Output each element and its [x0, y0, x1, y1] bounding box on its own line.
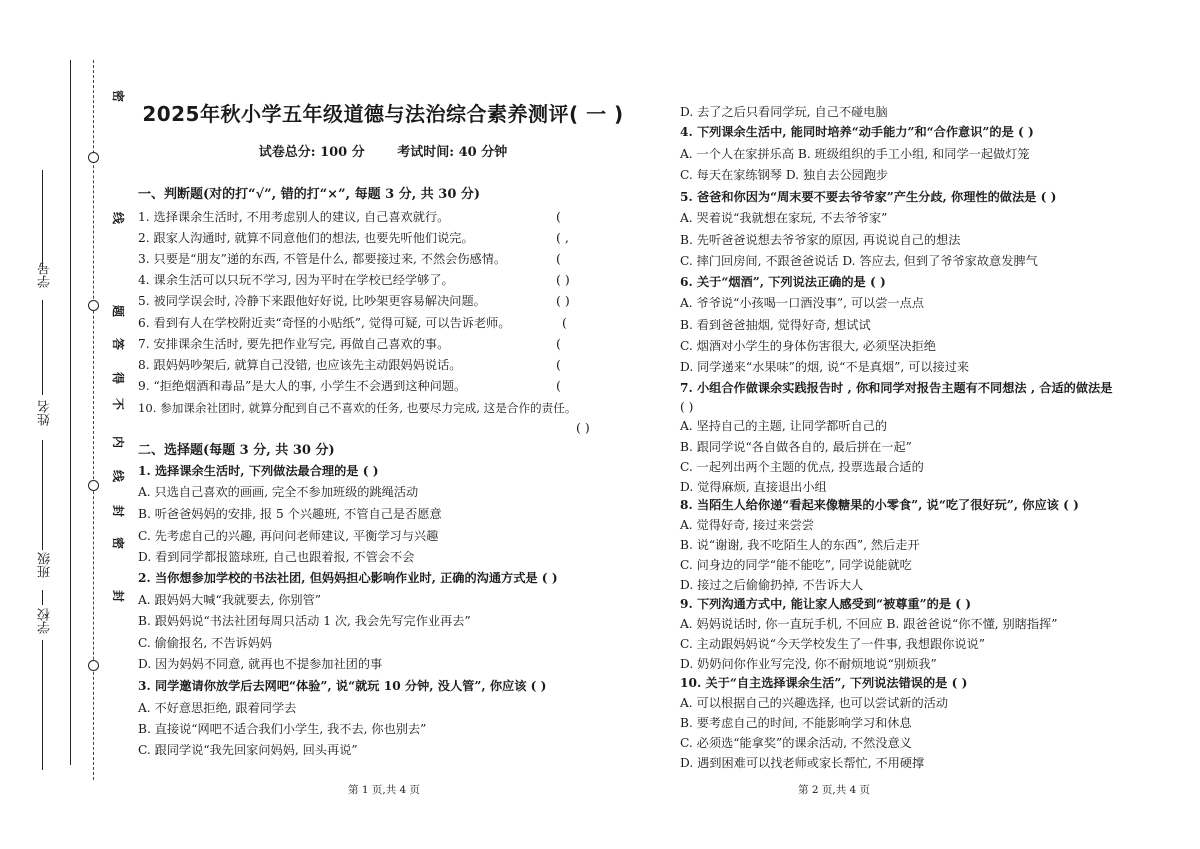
option: D. 觉得麻烦, 直接退出小组	[680, 480, 827, 494]
seal-circle	[88, 660, 99, 671]
option: D. 因为妈妈不同意, 就再也不提参加社团的事	[138, 657, 383, 671]
seal-dashed-line	[93, 60, 94, 780]
field-underline	[42, 440, 43, 550]
option: C. 先考虑自己的兴趣, 再问问老师建议, 平衡学习与兴趣	[138, 529, 439, 543]
student-number-label: 学号	[38, 262, 53, 288]
seal-char: 题	[112, 303, 125, 318]
answer-paren: ( )	[680, 400, 694, 414]
field-underline	[42, 590, 43, 605]
option: D. 同学递来“水果味”的烟, 说“不是真烟”, 可以接过来	[680, 360, 970, 374]
question: 5. 爸爸和你因为“周末要不要去爷爷家”产生分歧, 你理性的做法是 ( )	[680, 190, 1057, 204]
option: A. 坚持自己的主题, 让同学都听自己的	[680, 419, 888, 433]
answer-paren: ( )	[576, 420, 590, 435]
seal-circle	[88, 300, 99, 311]
field-underline	[42, 640, 43, 770]
seal-circle	[88, 152, 99, 163]
option: D. 接过之后偷偷扔掉, 不告诉大人	[680, 578, 864, 592]
option: B. 跟同学说“各自做各自的, 最后拼在一起”	[680, 440, 912, 454]
answer-paren: (	[556, 378, 561, 393]
answer-paren: ( )	[556, 293, 570, 308]
exam-title: 2025年秋小学五年级道德与法治综合素养测评( 一 )	[142, 102, 624, 126]
option: B. 要考虑自己的时间, 不能影响学习和休息	[680, 716, 912, 730]
seal-char: 线	[112, 468, 125, 483]
binding-margin	[0, 0, 130, 849]
tf-item: 2. 跟家人沟通时, 就算不同意他们的想法, 也要先听他们说完。	[138, 231, 474, 245]
option: B. 直接说“网吧不适合我们小学生, 我不去, 你也别去”	[138, 722, 427, 736]
option: D. 遇到困难可以找老师或家长帮忙, 不用硬撑	[680, 756, 925, 770]
seal-char: 封	[112, 588, 125, 603]
option: C. 主动跟妈妈说“今天学校发生了一件事, 我想跟你说说”	[680, 637, 985, 651]
question: 7. 小组合作做课余实践报告时 , 你和同学对报告主题有不同想法 , 合适的做法是	[680, 381, 1113, 395]
question: 8. 当陌生人给你递“看起来像糖果的小零食”, 说“吃了很好玩”, 你应该 ( )	[680, 498, 1079, 512]
answer-paren: (	[556, 357, 561, 372]
field-underline	[42, 170, 43, 270]
seal-char: 密	[112, 88, 125, 103]
tf-item: 5. 被同学误会时, 冷静下来跟他好好说, 比吵架更容易解决问题。	[138, 294, 486, 308]
seal-char: 答	[112, 336, 125, 351]
question: 3. 同学邀请你放学后去网吧“体验”, 说“就玩 10 分钟, 没人管”, 你应该 ( )	[138, 679, 547, 693]
seal-char: 内	[112, 434, 125, 449]
question: 10. 关于“自主选择课余生活”, 下列说法错误的是 ( )	[680, 676, 968, 690]
option: A. 可以根据自己的兴趣选择, 也可以尝试新的活动	[680, 696, 949, 710]
option: A. 跟妈妈大喊“我就要去, 你别管”	[138, 593, 322, 607]
option: B. 听爸爸妈妈的安排, 报 5 个兴趣班, 不管自己是否愿意	[138, 507, 442, 521]
tf-item: 3. 只要是“朋友”递的东西, 不管是什么, 都要接过来, 不然会伤感情。	[138, 252, 507, 266]
option: A. 爷爷说“小孩喝一口酒没事”, 可以尝一点点	[680, 296, 924, 310]
option: A. 一个人在家拼乐高 B. 班级组织的手工小组, 和同学一起做灯笼	[680, 147, 1030, 161]
option: C. 每天在家练钢琴 D. 独自去公园跑步	[680, 168, 889, 182]
seal-circle	[88, 480, 99, 491]
seal-char: 线	[112, 210, 125, 225]
question: 6. 关于“烟酒”, 下列说法正确的是 ( )	[680, 275, 886, 289]
option: C. 问身边的同学“能不能吃”, 同学说能就吃	[680, 558, 912, 572]
option: D. 去了之后只看同学玩, 自己不碰电脑	[680, 105, 888, 119]
question: 1. 选择课余生活时, 下列做法最合理的是 ( )	[138, 464, 379, 478]
exam-time: 考试时间: 40 分钟	[397, 145, 508, 160]
answer-paren: (	[556, 336, 561, 351]
question: 2. 当你想参加学校的书法社团, 但妈妈担心影响作业时, 正确的沟通方式是 ( )	[138, 571, 558, 585]
tf-item: 8. 跟妈妈吵架后, 就算自己没错, 也应该先主动跟妈妈说话。	[138, 358, 462, 372]
tf-item: 1. 选择课余生活时, 不用考虑别人的建议, 自己喜欢就行。	[138, 210, 450, 224]
option: B. 跟妈妈说“书法社团每周只活动 1 次, 我会先写完作业再去”	[138, 614, 471, 628]
answer-paren: (	[556, 209, 561, 224]
name-label: 姓名	[38, 400, 53, 426]
question: 4. 下列课余生活中, 能同时培养“动手能力”和“合作意识”的是 ( )	[680, 125, 1034, 139]
answer-paren: (	[556, 251, 561, 266]
section-heading: 一、判断题(对的打“√”, 错的打“×”, 每题 3 分, 共 30 分)	[138, 187, 481, 202]
option: B. 先听爸爸说想去爷爷家的原因, 再说说自己的想法	[680, 233, 961, 247]
option: B. 看到爸爸抽烟, 觉得好奇, 想试试	[680, 318, 871, 332]
answer-paren: ( )	[556, 272, 570, 287]
option: D. 奶奶问你作业写完没, 你不耐烦地说“别烦我”	[680, 657, 937, 671]
tf-item: 4. 课余生活可以只玩不学习, 因为平时在学校已经学够了。	[138, 273, 454, 287]
section-heading: 二、选择题(每题 3 分, 共 30 分)	[138, 443, 335, 458]
option: C. 摔门回房间, 不跟爸爸说话 D. 答应去, 但到了爷爷家故意发脾气	[680, 254, 1038, 268]
total-score: 试卷总分: 100 分	[258, 145, 365, 160]
tf-item: 6. 看到有人在学校附近卖“奇怪的小贴纸”, 觉得可疑, 可以告诉老师。	[138, 316, 511, 330]
option: D. 看到同学都报篮球班, 自己也跟着报, 不管会不会	[138, 550, 415, 564]
seal-char: 密	[112, 535, 125, 550]
tf-item: 9. “拒绝烟酒和毒品”是大人的事, 小学生不会遇到这种问题。	[138, 379, 467, 393]
option: B. 说“谢谢, 我不吃陌生人的东西”, 然后走开	[680, 538, 920, 552]
seal-char: 不	[112, 396, 125, 411]
option: A. 只选自己喜欢的画画, 完全不参加班级的跳绳活动	[138, 485, 419, 499]
tf-item: 7. 安排课余生活时, 要先把作业写完, 再做自己喜欢的事。	[138, 337, 450, 351]
answer-paren: (	[562, 315, 567, 330]
option: C. 偷偷报名, 不告诉妈妈	[138, 636, 273, 650]
page-footer: 第 1 页,共 4 页	[348, 784, 421, 796]
binding-line-outer	[70, 60, 71, 765]
option: A. 觉得好奇, 接过来尝尝	[680, 518, 814, 532]
school-label: 学校	[38, 608, 53, 634]
option: A. 妈妈说话时, 你一直玩手机, 不回应 B. 跟爸爸说“你不懂, 别瞎指挥”	[680, 617, 1058, 631]
answer-paren: ( ,	[556, 230, 569, 245]
option: C. 一起列出两个主题的优点, 投票选最合适的	[680, 460, 924, 474]
page-footer: 第 2 页,共 4 页	[798, 784, 871, 796]
option: C. 烟酒对小学生的身体伤害很大, 必须坚决拒绝	[680, 339, 936, 353]
option: A. 哭着说“我就想在家玩, 不去爷爷家”	[680, 211, 888, 225]
option: C. 必须选“能拿奖”的课余活动, 不然没意义	[680, 736, 912, 750]
seal-char: 得	[112, 370, 125, 385]
exam-meta	[138, 141, 628, 160]
question: 9. 下列沟通方式中, 能让家人感受到“被尊重”的是 ( )	[680, 597, 972, 611]
option: A. 不好意思拒绝, 跟着同学去	[138, 701, 297, 715]
class-label: 班级	[38, 552, 53, 578]
option: C. 跟同学说“我先回家问妈妈, 回头再说”	[138, 743, 358, 757]
seal-char: 封	[112, 503, 125, 518]
field-underline	[42, 300, 43, 395]
tf-item: 10. 参加课余社团时, 就算分配到自己不喜欢的任务, 也要尽力完成, 这是合作的责任。	[138, 401, 577, 415]
